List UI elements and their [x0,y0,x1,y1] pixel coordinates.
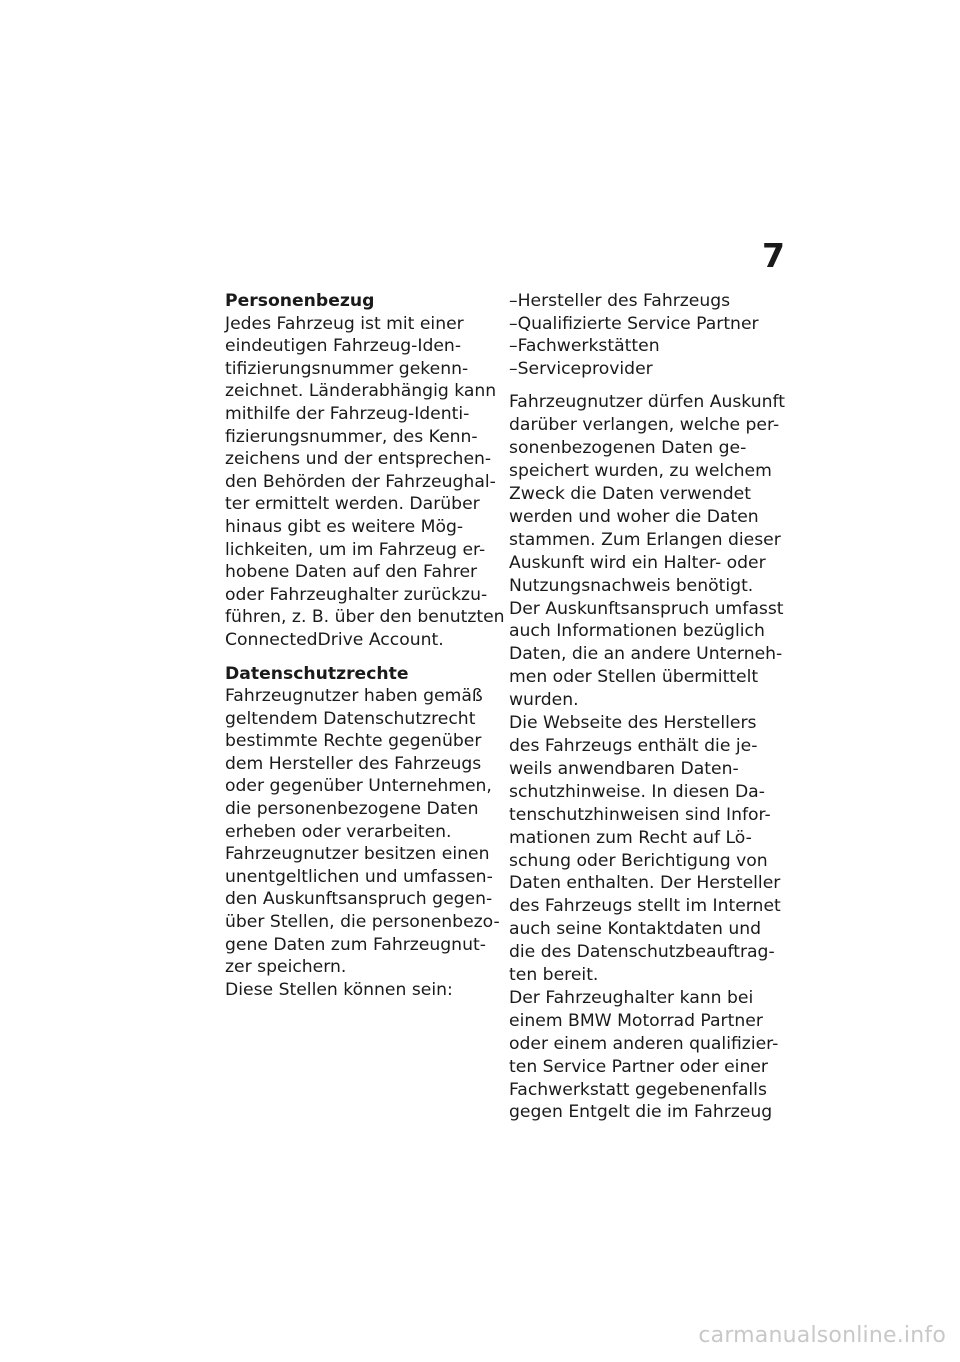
section-heading-datenschutzrechte: Datenschutzrechte [225,663,409,684]
text-line: oder gegenüber Unternehmen, [225,776,492,797]
data-holders-list [509,290,785,380]
text-line: Fachwerkstatt gegebenenfalls [509,1079,767,1100]
text-line: Der Auskunftsanspruch umfasst [509,598,784,619]
text-line: dem Hersteller des Fahrzeugs [225,753,482,774]
text-line: Fahrzeugnutzer dürfen Auskunft [509,392,786,413]
section-heading-personenbezug: Personenbezug [225,291,375,311]
text-line: zeichnet. Länderabhängig kann [225,381,497,402]
text-line: auch seine Kontaktdaten und [509,919,762,940]
list-item: –Fachwerkstätten [509,336,660,357]
text-line: tenschutzhinweisen sind Infor- [509,804,771,825]
text-line: ten Service Partner oder einer [509,1056,768,1077]
text-line: tifizierungsnummer gekenn- [225,358,469,379]
text-line: Fahrzeugnutzer besitzen einen [225,844,490,865]
watermark: carmanualsonline.info [698,1323,946,1348]
text-line: Diese Stellen können sein: [225,979,453,1000]
text-line: schung oder Berichtigung von [509,850,768,871]
text-line: ConnectedDrive Account. [225,629,444,650]
text-line: des Fahrzeugs enthält die je- [509,735,758,756]
text-line: zeichens und der entsprechen- [225,449,492,470]
paragraph-datenschutzrechte [225,685,500,1001]
text-line: die personenbezogene Daten [225,799,479,820]
text-line: werden und woher die Daten [509,506,759,527]
text-line: ten bereit. [509,965,599,986]
text-line: sonenbezogenen Daten ge- [509,438,747,459]
text-line: darüber verlangen, welche per- [509,415,780,436]
text-line: zer speichern. [225,957,347,978]
text-line: Jedes Fahrzeug ist mit einer [225,313,464,334]
text-line: auch Informationen bezüglich [509,621,765,642]
text-line: lichkeiten, um im Fahrzeug er- [225,539,486,560]
text-line: Zweck die Daten verwendet [509,484,751,504]
text-line: Die Webseite des Herstellers [509,713,757,734]
text-line: oder einem anderen qualifizier- [509,1033,779,1054]
left-column [225,290,505,1001]
text-line: Daten enthalten. Der Hersteller [509,873,781,894]
text-line: hobene Daten auf den Fahrer [225,562,478,583]
text-line: weils anwendbaren Daten- [509,758,739,779]
text-line: den Behörden der Fahrzeughal- [225,471,496,492]
text-line: schutzhinweise. In diesen Da- [509,781,765,802]
text-line: men oder Stellen übermittelt [509,667,759,688]
text-line: führen, z. B. über den benutzten [225,607,505,628]
text-line: erheben oder verarbeiten. [225,821,452,842]
page-number: 7 [762,236,785,275]
paragraph-personenbezug [225,313,505,652]
text-line: gene Daten zum Fahrzeugnut- [225,934,486,955]
text-line: eindeutigen Fahrzeug-Iden- [225,336,462,357]
text-line: einem BMW Motorrad Partner [509,1010,763,1031]
text-line: fizierungsnummer, des Kenn- [225,426,478,447]
text-line: mationen zum Recht auf Lö- [509,827,752,848]
text-line: mithilfe der Fahrzeug-Identi- [225,403,470,424]
text-line: stammen. Zum Erlangen dieser [509,529,781,550]
text-line: über Stellen, die personenbezo- [225,912,500,933]
text-line: gegen Entgelt die im Fahrzeug [509,1102,773,1123]
text-line: ter ermittelt werden. Darüber [225,494,480,515]
text-line: speichert wurden, zu welchem [509,461,772,482]
text-line: den Auskunftsanspruch gegen- [225,889,493,910]
list-item: –Qualifizierte Service Partner [509,313,759,334]
list-item: –Serviceprovider [509,358,653,379]
text-line: des Fahrzeugs stellt im Internet [509,896,781,917]
text-line: unentgeltlichen und umfassen- [225,866,493,887]
text-line: wurden. [509,690,579,711]
text-line: Auskunft wird ein Halter- oder [509,552,766,573]
text-line: geltendem Datenschutzrecht [225,708,476,729]
text-line: Nutzungsnachweis benötigt. [509,575,754,596]
text-line: Fahrzeugnutzer haben gemäß [225,686,483,707]
text-line: bestimmte Rechte gegenüber [225,731,482,752]
text-line: die des Datenschutzbeauftrag- [509,942,775,963]
list-item: –Hersteller des Fahrzeugs [509,291,731,311]
text-line: hinaus gibt es weitere Mög- [225,516,464,537]
text-line: Der Fahrzeughalter kann bei [509,987,754,1008]
text-line: Daten, die an andere Unterneh- [509,644,783,665]
text-line: oder Fahrzeughalter zurückzu- [225,584,488,605]
right-column [509,290,785,1124]
paragraph-auskunft [509,391,785,1124]
